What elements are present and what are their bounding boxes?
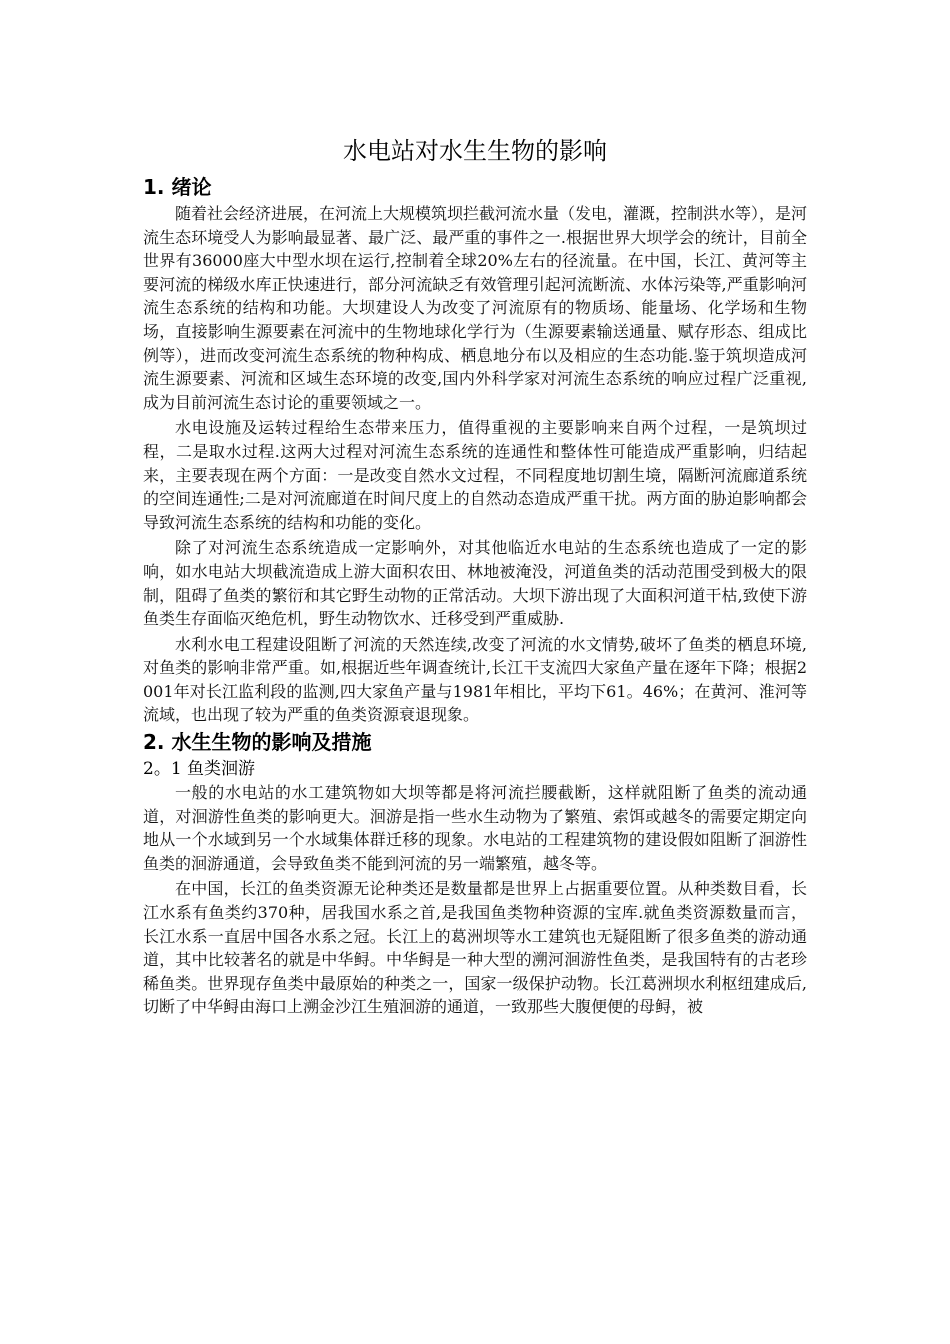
paragraph: 除了对河流生态系统造成一定影响外，对其他临近水电站的生态系统也造成了一定的影响，如水电站大坝截流造成上游大面积农田、林地被淹没，河道鱼类的活动范围受到极大的限制，阻碍了鱼类的繁衍和其它野生动物的正常活动。大坝下游出现了大面积河道干枯,致使下游鱼类生存面临灭绝危机，野生动物饮水、迁移受到严重威胁. bbox=[143, 538, 807, 629]
section-heading-aquatic-impact: 2. 水生生物的影响及措施 bbox=[143, 730, 372, 755]
document-body bbox=[143, 130, 807, 1019]
paragraph: 一般的水电站的水工建筑物如大坝等都是将河流拦腰截断，这样就阻断了鱼类的流动通道，对洄游性鱼类的影响更大。洄游是指一些水生动物为了繁殖、索饵或越冬的需要定期定向地从一个水域到另一个水域集体群迁移的现象。水电站的工程建筑物的建设假如阻断了洄游性鱼类的洄游通道，会导致鱼类不能到河流的另一端繁殖，越冬等。 bbox=[143, 783, 807, 873]
paragraph: 水电设施及运转过程给生态带来压力，值得重视的主要影响来自两个过程，一是筑坝过程，二是取水过程.这两大过程对河流生态系统的连通性和整体性可能造成严重影响，归结起来，主要表现在两个方面：一是改变自然水文过程，不同程度地切割生境，隔断河流廊道系统的空间连通性;二是对河流廊道在时间尺度上的自然动态造成严重干扰。两方面的胁迫影响都会导致河流生态系统的结构和功能的变化。 bbox=[143, 418, 807, 532]
subsection-heading-fish-migration: 2。1 鱼类洄游 bbox=[143, 759, 256, 780]
section-heading-introduction: 1. 绪论 bbox=[143, 175, 212, 199]
paragraph: 在中国，长江的鱼类资源无论种类还是数量都是世界上占据重要位置。从种类数目看，长江水系有鱼类约370种，居我国水系之首,是我国鱼类物种资源的宝库.就鱼类资源数量而言，长江水系一直居中国各水系之冠。长江上的葛洲坝等水工建筑也无疑阻断了很多鱼类的游动通道，其中比较著名的就是中华鲟。中华鲟是一种大型的溯河洄游性鱼类，是我国特有的古老珍稀鱼类。世界现存鱼类中最原始的种类之一，国家一级保护动物。长江葛洲坝水利枢纽建成后,切断了中华鲟由海口上溯金沙江生殖洄游的通道，一致那些大腹便便的母鲟，被 bbox=[143, 879, 807, 1017]
paragraph: 水利水电工程建设阻断了河流的天然连续,改变了河流的水文情势,破坏了鱼类的栖息环境,对鱼类的影响非常严重。如,根据近些年调查统计,长江干支流四大家鱼产量在逐年下降；根据2001年对长江监利段的监测,四大家鱼产量与1981年相比，平均下61。46%；在黄河、淮河等流域，也出现了较为严重的鱼类资源衰退现象。 bbox=[143, 634, 807, 725]
document-title: 水电站对水生生物的影响 bbox=[343, 137, 607, 165]
paragraph: 随着社会经济进展，在河流上大规模筑坝拦截河流水量（发电，灌溉，控制洪水等），是河流生态环境受人为影响最显著、最广泛、最严重的事件之一.根据世界大坝学会的统计，目前全世界有36000座大中型水坝在运行,控制着全球20%左右的径流量。在中国，长江、黄河等主要河流的梯级水库正快速进行，部分河流缺乏有效管理引起河流断流、水体污染等,严重影响河流生态系统的结构和功能。大坝建设人为改变了河流原有的物质场、能量场、化学场和生物场，直接影响生源要素在河流中的生物地球化学行为（生源要素输送通量、赋存形态、组成比例等），进而改变河流生态系统的物种构成、栖息地分布以及相应的生态功能.鉴于筑坝造成河流生源要素、河流和区域生态环境的改变,国内外科学家对河流生态系统的响应过程广泛重视,成为目前河流生态讨论的重要领域之一。 bbox=[143, 204, 808, 412]
